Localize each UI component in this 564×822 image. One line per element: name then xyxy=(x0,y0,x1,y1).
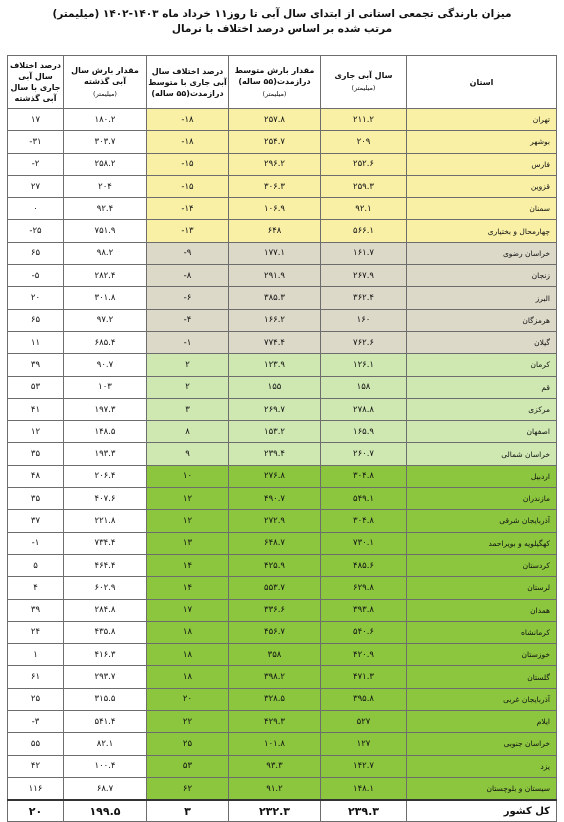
table-row xyxy=(8,242,557,264)
last-year-cell: ۶۸.۷ xyxy=(64,777,147,800)
province-cell: تهران xyxy=(407,109,557,131)
current-year-cell: ۷۶۲.۶ xyxy=(321,331,407,353)
province-cell: هرمزگان xyxy=(407,309,557,331)
average-cell: ۲۷۲.۹ xyxy=(229,510,321,532)
diff-last-year-cell: ۲۰ xyxy=(8,287,64,309)
diff-last-year-cell: ۲۵ xyxy=(8,688,64,710)
current-year-cell: ۲۷۸.۸ xyxy=(321,398,407,420)
total-average: ۲۳۲.۳ xyxy=(229,800,321,822)
province-cell: اصفهان xyxy=(407,421,557,443)
average-cell: ۱۶۶.۲ xyxy=(229,309,321,331)
diff-last-year-cell: ۶۵ xyxy=(8,242,64,264)
diff-last-year-cell: ۴۸ xyxy=(8,465,64,487)
diff-average-cell: -۴ xyxy=(147,309,229,331)
province-cell: گیلان xyxy=(407,331,557,353)
province-cell: البرز xyxy=(407,287,557,309)
province-cell: مرکزی xyxy=(407,398,557,420)
average-cell: ۶۴۸.۷ xyxy=(229,532,321,554)
current-year-cell: ۵۲۷ xyxy=(321,711,407,733)
table-row xyxy=(8,309,557,331)
current-year-cell: ۱۵۸ xyxy=(321,376,407,398)
table-row xyxy=(8,287,557,309)
current-year-cell: ۲۶۷.۹ xyxy=(321,265,407,287)
diff-last-year-cell: ۱ xyxy=(8,644,64,666)
current-year-cell: ۵۶۶.۱ xyxy=(321,220,407,242)
report-subtitle: مرتب شده بر اساس درصد اختلاف با نرمال xyxy=(171,23,393,35)
average-cell: ۴۵۶.۷ xyxy=(229,621,321,643)
average-cell: ۲۵۴.۷ xyxy=(229,131,321,153)
province-cell: فارس xyxy=(407,153,557,175)
table-row xyxy=(8,354,557,376)
current-year-cell: ۳۶۲.۴ xyxy=(321,287,407,309)
report-header xyxy=(0,4,564,37)
diff-last-year-cell: ۳۹ xyxy=(8,354,64,376)
diff-average-cell: -۱۵ xyxy=(147,153,229,175)
last-year-cell: ۵۴۱.۴ xyxy=(64,711,147,733)
last-year-cell: ۴۶۴.۴ xyxy=(64,554,147,576)
average-cell: ۳۲۸.۵ xyxy=(229,688,321,710)
average-cell: ۲۶۹.۷ xyxy=(229,398,321,420)
table-row xyxy=(8,755,557,777)
current-year-cell: ۵۴۰.۶ xyxy=(321,621,407,643)
diff-average-cell: ۱۸ xyxy=(147,621,229,643)
diff-last-year-cell: ۳۵ xyxy=(8,443,64,465)
current-year-cell: ۵۴۹.۱ xyxy=(321,488,407,510)
diff-average-cell: ۱۸ xyxy=(147,666,229,688)
province-cell: خراسان شمالی xyxy=(407,443,557,465)
table-row xyxy=(8,711,557,733)
header-average-55yr: مقدار بارش متوسط درازمدت(۵۵ ساله) (میلیمتر) xyxy=(229,56,321,109)
diff-last-year-cell: ۶۵ xyxy=(8,309,64,331)
diff-last-year-cell: ۰ xyxy=(8,198,64,220)
table-row xyxy=(8,488,557,510)
diff-last-year-cell: -۳۱ xyxy=(8,131,64,153)
last-year-cell: ۱۰۳ xyxy=(64,376,147,398)
diff-average-cell: -۱۸ xyxy=(147,109,229,131)
diff-average-cell: ۸ xyxy=(147,421,229,443)
last-year-cell: ۲۵۸.۲ xyxy=(64,153,147,175)
province-cell: خراسان جنوبی xyxy=(407,733,557,755)
province-cell: آذربایجان شرقی xyxy=(407,510,557,532)
province-cell: مازندران xyxy=(407,488,557,510)
current-year-cell: ۳۹۵.۸ xyxy=(321,688,407,710)
last-year-cell: ۴۰۷.۶ xyxy=(64,488,147,510)
average-cell: ۳۸۵.۳ xyxy=(229,287,321,309)
last-year-cell: ۷۵۱.۹ xyxy=(64,220,147,242)
current-year-cell: ۶۲۹.۸ xyxy=(321,577,407,599)
header-current-year: سال آبی جاری (میلیمتر) xyxy=(321,56,407,109)
current-year-cell: ۳۹۳.۸ xyxy=(321,599,407,621)
average-cell: ۶۴۸ xyxy=(229,220,321,242)
average-cell: ۲۷۶.۸ xyxy=(229,465,321,487)
last-year-cell: ۹۰.۷ xyxy=(64,354,147,376)
diff-last-year-cell: ۴۲ xyxy=(8,755,64,777)
diff-average-cell: ۲۵ xyxy=(147,733,229,755)
last-year-cell: ۸۲.۱ xyxy=(64,733,147,755)
province-cell: یزد xyxy=(407,755,557,777)
total-current-year: ۲۳۹.۳ xyxy=(321,800,407,822)
diff-average-cell: ۱۷ xyxy=(147,599,229,621)
average-cell: ۳۳۶.۶ xyxy=(229,599,321,621)
table-header-row xyxy=(8,56,557,109)
total-label: کل کشور xyxy=(407,800,557,822)
last-year-cell: ۲۹۳.۷ xyxy=(64,666,147,688)
diff-average-cell: ۲ xyxy=(147,354,229,376)
diff-last-year-cell: ۵۳ xyxy=(8,376,64,398)
diff-average-cell: ۲۲ xyxy=(147,711,229,733)
average-cell: ۳۵۸ xyxy=(229,644,321,666)
table-row xyxy=(8,554,557,576)
current-year-cell: ۱۶۵.۹ xyxy=(321,421,407,443)
diff-last-year-cell: ۶۱ xyxy=(8,666,64,688)
province-cell: کردستان xyxy=(407,554,557,576)
table-row xyxy=(8,644,557,666)
table-row xyxy=(8,175,557,197)
current-year-cell: ۲۱۱.۲ xyxy=(321,109,407,131)
province-cell: اردبیل xyxy=(407,465,557,487)
table-row xyxy=(8,153,557,175)
last-year-cell: ۹۷.۲ xyxy=(64,309,147,331)
current-year-cell: ۷۳۰.۱ xyxy=(321,532,407,554)
average-cell: ۴۲۵.۹ xyxy=(229,554,321,576)
table-row xyxy=(8,465,557,487)
header-province: استان xyxy=(407,56,557,109)
table-row xyxy=(8,688,557,710)
diff-average-cell: ۱۸ xyxy=(147,644,229,666)
province-cell: سمنان xyxy=(407,198,557,220)
current-year-cell: ۳۰۴.۸ xyxy=(321,510,407,532)
diff-last-year-cell: ۳۹ xyxy=(8,599,64,621)
table-row xyxy=(8,733,557,755)
last-year-cell: ۶۰۲.۹ xyxy=(64,577,147,599)
current-year-cell: ۱۶۱.۷ xyxy=(321,242,407,264)
table-row xyxy=(8,421,557,443)
table-row xyxy=(8,532,557,554)
diff-last-year-cell: ۳۷ xyxy=(8,510,64,532)
diff-average-cell: ۱۴ xyxy=(147,554,229,576)
diff-average-cell: ۹ xyxy=(147,443,229,465)
current-year-cell: ۲۶۰.۷ xyxy=(321,443,407,465)
average-cell: ۱۲۳.۹ xyxy=(229,354,321,376)
current-year-cell: ۲۵۲.۶ xyxy=(321,153,407,175)
average-cell: ۴۹۰.۷ xyxy=(229,488,321,510)
average-cell: ۹۱.۲ xyxy=(229,777,321,800)
table-body xyxy=(8,109,557,801)
province-cell: زنجان xyxy=(407,265,557,287)
province-cell: آذربایجان غربی xyxy=(407,688,557,710)
province-cell: گلستان xyxy=(407,666,557,688)
diff-average-cell: ۱۲ xyxy=(147,488,229,510)
diff-average-cell: -۱ xyxy=(147,331,229,353)
average-cell: ۳۹۸.۲ xyxy=(229,666,321,688)
last-year-cell: ۱۹۷.۳ xyxy=(64,398,147,420)
diff-average-cell: -۹ xyxy=(147,242,229,264)
last-year-cell: ۴۱۶.۳ xyxy=(64,644,147,666)
diff-last-year-cell: ۵۵ xyxy=(8,733,64,755)
last-year-cell: ۹۸.۲ xyxy=(64,242,147,264)
total-diff-last-year: ۲۰ xyxy=(8,800,64,822)
current-year-cell: ۴۸۵.۶ xyxy=(321,554,407,576)
average-cell: ۷۷۴.۴ xyxy=(229,331,321,353)
current-year-cell: ۱۴۲.۷ xyxy=(321,755,407,777)
report-title: میزان بارندگی تجمعی استانی از ابتدای سال آبی تا روز۱۱ خرداد ماه ۱۴۰۳-۱۴۰۲ (میلیمتر) xyxy=(52,8,512,20)
province-cell: خراسان رضوی xyxy=(407,242,557,264)
table-row xyxy=(8,443,557,465)
last-year-cell: ۳۱۵.۵ xyxy=(64,688,147,710)
table-row xyxy=(8,577,557,599)
province-cell: کرمان xyxy=(407,354,557,376)
table-row xyxy=(8,198,557,220)
average-cell: ۱۰۶.۹ xyxy=(229,198,321,220)
province-cell: قزوین xyxy=(407,175,557,197)
province-cell: خوزستان xyxy=(407,644,557,666)
average-cell: ۱۷۷.۱ xyxy=(229,242,321,264)
table-row xyxy=(8,220,557,242)
diff-average-cell: ۲ xyxy=(147,376,229,398)
diff-last-year-cell: -۱ xyxy=(8,532,64,554)
last-year-cell: ۲۸۲.۴ xyxy=(64,265,147,287)
average-cell: ۵۵۳.۷ xyxy=(229,577,321,599)
diff-last-year-cell: -۵ xyxy=(8,265,64,287)
current-year-cell: ۱۶۰ xyxy=(321,309,407,331)
diff-average-cell: ۱۳ xyxy=(147,532,229,554)
diff-last-year-cell: ۱۱۶ xyxy=(8,777,64,800)
province-cell: قم xyxy=(407,376,557,398)
province-cell: لرستان xyxy=(407,577,557,599)
province-cell: کهگیلویه و بویراحمد xyxy=(407,532,557,554)
diff-last-year-cell: ۱۲ xyxy=(8,421,64,443)
diff-average-cell: -۱۳ xyxy=(147,220,229,242)
current-year-cell: ۴۲۰.۹ xyxy=(321,644,407,666)
diff-last-year-cell: ۱۱ xyxy=(8,331,64,353)
province-cell: همدان xyxy=(407,599,557,621)
last-year-cell: ۹۲.۴ xyxy=(64,198,147,220)
diff-average-cell: ۳ xyxy=(147,398,229,420)
diff-average-cell: -۱۸ xyxy=(147,131,229,153)
diff-last-year-cell: ۲۴ xyxy=(8,621,64,643)
average-cell: ۲۹۶.۲ xyxy=(229,153,321,175)
diff-last-year-cell: ۴ xyxy=(8,577,64,599)
average-cell: ۲۵۷.۸ xyxy=(229,109,321,131)
table-row xyxy=(8,777,557,800)
average-cell: ۲۳۹.۴ xyxy=(229,443,321,465)
diff-average-cell: ۵۳ xyxy=(147,755,229,777)
diff-last-year-cell: ۴۱ xyxy=(8,398,64,420)
average-cell: ۳۰۶.۳ xyxy=(229,175,321,197)
current-year-cell: ۱۴۸.۱ xyxy=(321,777,407,800)
diff-last-year-cell: ۱۷ xyxy=(8,109,64,131)
table-row xyxy=(8,331,557,353)
table-row xyxy=(8,398,557,420)
last-year-cell: ۲۲۱.۸ xyxy=(64,510,147,532)
last-year-cell: ۱۹۳.۳ xyxy=(64,443,147,465)
diff-average-cell: ۱۲ xyxy=(147,510,229,532)
table-row xyxy=(8,376,557,398)
province-cell: ایلام xyxy=(407,711,557,733)
last-year-cell: ۳۰۱.۸ xyxy=(64,287,147,309)
current-year-cell: ۳۰۴.۸ xyxy=(321,465,407,487)
last-year-cell: ۱۰۰.۴ xyxy=(64,755,147,777)
diff-last-year-cell: ۳۵ xyxy=(8,488,64,510)
current-year-cell: ۴۷۱.۳ xyxy=(321,666,407,688)
average-cell: ۱۵۵ xyxy=(229,376,321,398)
diff-last-year-cell: -۲ xyxy=(8,153,64,175)
table-row xyxy=(8,265,557,287)
average-cell: ۱۵۳.۲ xyxy=(229,421,321,443)
total-last-year: ۱۹۹.۵ xyxy=(64,800,147,822)
diff-average-cell: ۲۰ xyxy=(147,688,229,710)
current-year-cell: ۱۲۶.۱ xyxy=(321,354,407,376)
last-year-cell: ۱۸۰.۲ xyxy=(64,109,147,131)
province-cell: چهارمحال و بختیاری xyxy=(407,220,557,242)
total-diff-average: ۳ xyxy=(147,800,229,822)
last-year-cell: ۴۳۵.۸ xyxy=(64,621,147,643)
diff-last-year-cell: ۵ xyxy=(8,554,64,576)
table-row xyxy=(8,599,557,621)
last-year-cell: ۱۴۸.۵ xyxy=(64,421,147,443)
header-diff-last-year: درصد اختلاف سال آبی جاری با سال آبی گذشته xyxy=(8,56,64,109)
diff-average-cell: -۱۵ xyxy=(147,175,229,197)
province-cell: سیستان و بلوچستان xyxy=(407,777,557,800)
current-year-cell: ۱۲۷ xyxy=(321,733,407,755)
last-year-cell: ۲۸۴.۸ xyxy=(64,599,147,621)
last-year-cell: ۲۰۶.۴ xyxy=(64,465,147,487)
table-row xyxy=(8,621,557,643)
current-year-cell: ۹۲.۱ xyxy=(321,198,407,220)
table-row xyxy=(8,666,557,688)
average-cell: ۱۰۱.۸ xyxy=(229,733,321,755)
header-diff-average: درصد اختلاف سال آبی جاری با متوسط درازمدت(۵۵ ساله) xyxy=(147,56,229,109)
table-row xyxy=(8,131,557,153)
current-year-cell: ۲۰۹ xyxy=(321,131,407,153)
diff-last-year-cell: ۲۷ xyxy=(8,175,64,197)
province-cell: بوشهر xyxy=(407,131,557,153)
diff-average-cell: -۸ xyxy=(147,265,229,287)
current-year-cell: ۲۵۹.۳ xyxy=(321,175,407,197)
diff-average-cell: ۱۰ xyxy=(147,465,229,487)
last-year-cell: ۶۸۵.۴ xyxy=(64,331,147,353)
average-cell: ۲۹۱.۹ xyxy=(229,265,321,287)
province-cell: کرمانشاه xyxy=(407,621,557,643)
last-year-cell: ۳۰۳.۷ xyxy=(64,131,147,153)
table-row xyxy=(8,510,557,532)
last-year-cell: ۲۰۴ xyxy=(64,175,147,197)
diff-average-cell: -۶ xyxy=(147,287,229,309)
diff-average-cell: -۱۴ xyxy=(147,198,229,220)
last-year-cell: ۷۳۴.۴ xyxy=(64,532,147,554)
diff-last-year-cell: -۲۵ xyxy=(8,220,64,242)
diff-average-cell: ۶۲ xyxy=(147,777,229,800)
table-row xyxy=(8,109,557,131)
header-last-year: مقدار بارش سال آبی گذشته (میلیمتر) xyxy=(64,56,147,109)
diff-last-year-cell: -۳ xyxy=(8,711,64,733)
average-cell: ۹۳.۳ xyxy=(229,755,321,777)
total-row xyxy=(8,800,557,822)
average-cell: ۴۲۹.۳ xyxy=(229,711,321,733)
diff-average-cell: ۱۴ xyxy=(147,577,229,599)
rainfall-table xyxy=(7,55,557,822)
